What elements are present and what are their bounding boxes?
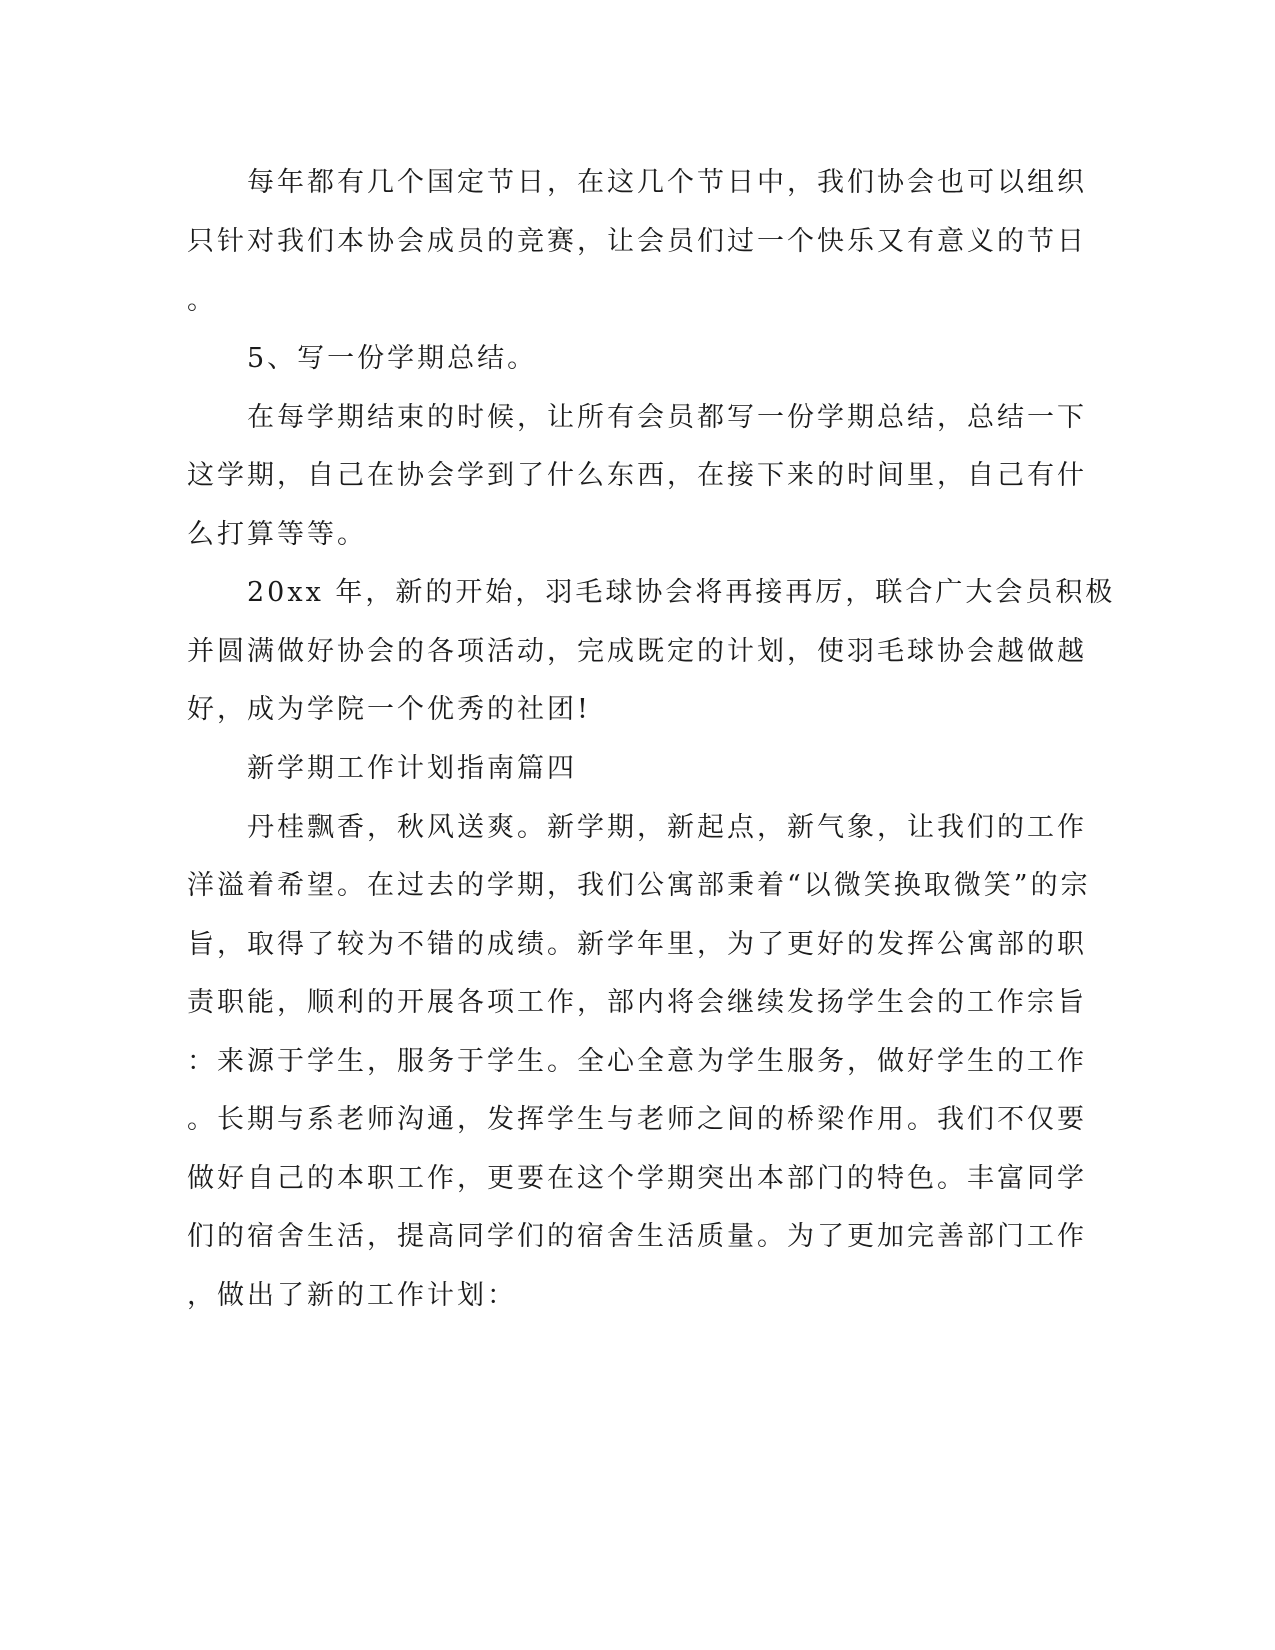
text-line: 。 bbox=[187, 285, 217, 316]
text-line: ：来源于学生，服务于学生。全心全意为学生服务，做好学生的工作 bbox=[187, 1046, 1087, 1077]
text-line: 20xx 年，新的开始，羽毛球协会将再接再厉，联合广大会员积极 bbox=[187, 577, 1116, 608]
text-line: 好，成为学院一个优秀的社团! bbox=[187, 694, 591, 725]
text-line: 责职能，顺利的开展各项工作，部内将会继续发扬学生会的工作宗旨 bbox=[187, 987, 1087, 1018]
section-heading: 新学期工作计划指南篇四 bbox=[187, 753, 577, 784]
text-line: 。长期与系老师沟通，发挥学生与老师之间的桥梁作用。我们不仅要 bbox=[187, 1104, 1087, 1135]
text-line: 么打算等等。 bbox=[187, 519, 367, 550]
text-line: 在每学期结束的时候，让所有会员都写一份学期总结，总结一下 bbox=[187, 402, 1087, 433]
text-line: 这学期，自己在协会学到了什么东西，在接下来的时间里，自己有什 bbox=[187, 460, 1087, 491]
text-line: 们的宿舍生活，提高同学们的宿舍生活质量。为了更加完善部门工作 bbox=[187, 1221, 1087, 1252]
text-line: 5、写一份学期总结。 bbox=[187, 343, 538, 374]
text-line: 丹桂飘香，秋风送爽。新学期，新起点，新气象，让我们的工作 bbox=[187, 812, 1087, 843]
text-line: 每年都有几个国定节日，在这几个节日中，我们协会也可以组织 bbox=[187, 167, 1087, 198]
text-line: 并圆满做好协会的各项活动，完成既定的计划，使羽毛球协会越做越 bbox=[187, 636, 1087, 667]
text-line: 旨，取得了较为不错的成绩。新学年里，为了更好的发挥公寓部的职 bbox=[187, 929, 1087, 960]
text-line: ，做出了新的工作计划： bbox=[187, 1280, 517, 1311]
text-line: 做好自己的本职工作，更要在这个学期突出本部门的特色。丰富同学 bbox=[187, 1163, 1087, 1194]
text-line: 只针对我们本协会成员的竞赛，让会员们过一个快乐又有意义的节日 bbox=[187, 226, 1087, 257]
text-line: 洋溢着希望。在过去的学期，我们公寓部秉着“以微笑换取微笑”的宗 bbox=[187, 870, 1091, 901]
